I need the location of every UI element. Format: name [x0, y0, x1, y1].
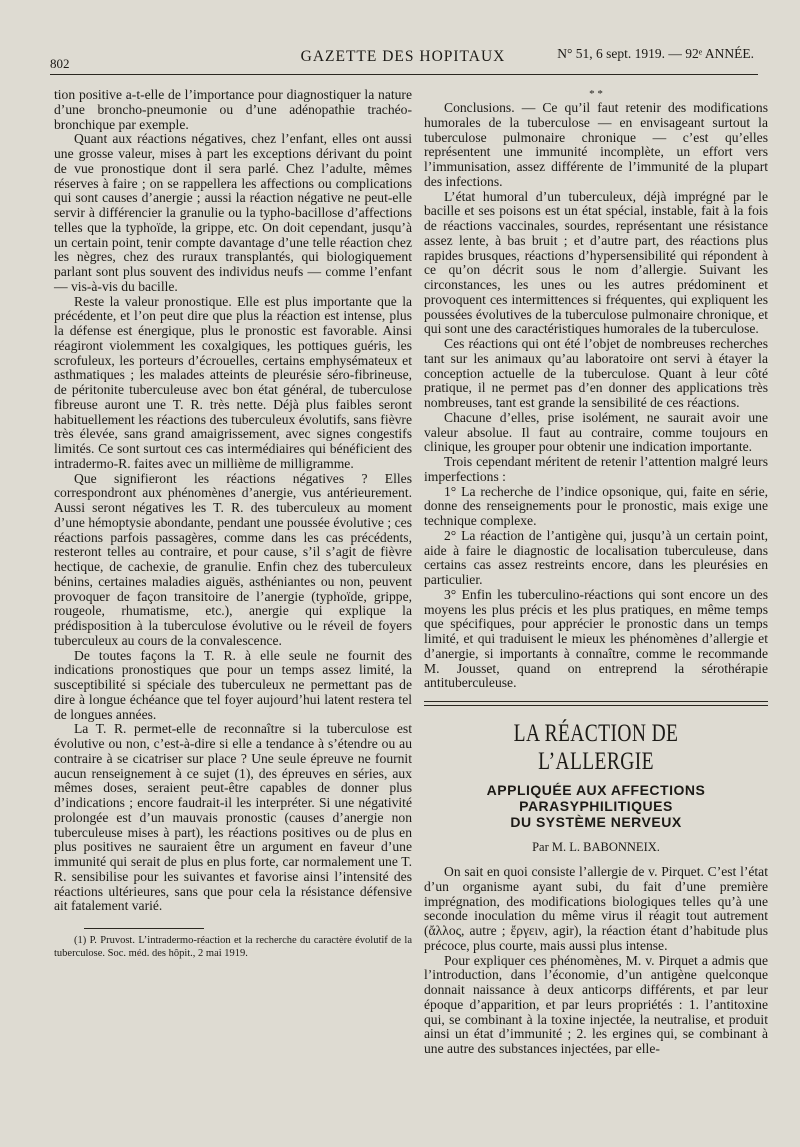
article-subtitle-line1: APPLIQUÉE AUX AFFECTIONS PARASYPHILITIQUES: [486, 782, 706, 814]
paragraph: Reste la valeur pronostique. Elle est plus importante que la précédente, et l’on peut dire que plus la réaction est intense, plus la défense est énergique, plus le pronostic est favorable. Ainsi réagiront violemment les coxalgiques, les pottiques guéris, les scrofuleux, les porteurs d’écrouelles, certains emphysémateux et asthmatiques ; les malades atteints de pleurésie séro-fibrineuse, de péritonite tuberculeuse avec bon état général, de tuberculose fibreuse auront une T. R. très nette. Déjà plus faibles seront habituellement les réactions des tuberculeux évolutifs, sans fièvre très élevée, sans grand amaigrissement, avec signes congestifs limités. Ce sont surtout ces cas intermédiaires qui bénéficient des intradermo-R. faites avec un millième de milligramme.: [54, 293, 412, 471]
paragraph: 2° La réaction de l’antigène qui, jusqu’à un certain point, aide à faire le diagnostic de localisation tuberculeuse, dans certains cas assez restreints encore, dans les pleurésies en particulier.: [424, 527, 768, 587]
section-separator-stars: * *: [589, 88, 603, 100]
paragraph: De toutes façons la T. R. à elle seule ne fournit des indications pronostiques que pour un temps assez limité, la susceptibilité si spéciale des tuberculeux ne permettant pas de dire à longue échéance que tel foyer aujourd’hui latent restera tel de longues années.: [54, 647, 412, 722]
article-subtitle-line2: DU SYSTÈME NERVEUX: [510, 814, 682, 830]
left-column: [54, 88, 412, 960]
article-rule-bottom: [424, 705, 768, 706]
paragraph: tion positive a-t-elle de l’importance pour diagnostiquer la nature d’une broncho-pneumonie ou d’une adénopathie trachéo-bronchique par exemple.: [54, 87, 412, 132]
paragraph: Trois cependant méritent de retenir l’attention malgré leurs imperfections :: [424, 454, 768, 484]
footnote-rule: [84, 928, 204, 929]
page-number: 802: [50, 56, 70, 71]
right-column: [424, 88, 768, 1057]
paragraph: L’état humoral d’un tuberculeux, déjà imprégné par le bacille et ses poisons est un état spécial, instable, fait à la fois de réactions vaccinales, sourdes, représentant une résistance assez lente, à bas bruit ; et d’autre part, des réactions plus rapides brusques, réactions d’hypersensibilité qui répondent à ce qu’on décrit sous le nom d’allergie. Suivant les circonstances, les unes ou les autres prédominent et provoquent ces intermittences si fréquentes, qui expliquent les poussées évolutives de la tuberculose pulmonaire chronique, et qui sont une des caractéristiques humorales de la tuberculose.: [424, 188, 768, 337]
paragraph: Pour expliquer ces phénomènes, M. v. Pirquet a admis que l’introduction, dans l’économie, d’un antigène quelconque donnait naissance à deux anticorps différents, et par leur époque d’apparition, et par leurs propriétés : 1. l’antitoxine qui, se combinant à la toxine injectée, la neutralise, et produit ainsi un état d’immunité ; 2. les ergines qui, se combinant à une autre des substances injectées, par elle-: [424, 952, 768, 1056]
page-header: [46, 44, 760, 72]
paragraph: Ces réactions qui ont été l’objet de nombreuses recherches tant sur les animaux qu’au laboratoire ont servi à étayer la conception actuelle de la tuberculose. Quant à leur côté pratique, il ne permet pas d’en donner des applications très nombreuses, tant est grande la sensibilité de ces réactions.: [424, 336, 768, 410]
issue-info: N° 51, 6 sept. 1919. — 92ᵉ ANNÉE.: [557, 46, 754, 61]
footnote: (1) P. Pruvost. L’intradermo-réaction et la recherche du caractère évolutif de la tuberculose. Soc. méd. des hôpit., 2 mai 1919.: [54, 935, 412, 959]
paragraph: La T. R. permet-elle de reconnaître si la tuberculose est évolutive ou non, c’est-à-dire si elle a tendance à s’étendre ou au contraire à se cicatriser sur place ? Une seule épreuve ne fournit aucun renseignement à ce sujet (1), des épreuves en séries, aux mêmes doses, seraient peut-être capables de donner plus d’indications ; encore faudrait-il les interpréter. Si une négativité prolongée est d’un mauvais pronostic (causes d’anergie non tuberculeuse mises à part), les réactions positives ou de plus en plus positives ne sauraient être un argument en faveur d’une immunité qui serait de plus en plus forte, car normalement une T. R. sensibilise pour les suivantes et favorise ainsi l’intensité des réactions ultérieures, sans que pour cela la résistance défensive ait fatalement varié.: [54, 721, 412, 914]
paragraph: Quant aux réactions négatives, chez l’enfant, elles ont aussi une grosse valeur, mises à part les exceptions dérivant du point de vue pronostique dont il sera parlé. Chez l’adulte, mêmes réserves à faire ; on se rappellera les affections ou complications qui sont causes d’anergie ; aussi la réaction négative ne peut-elle servir à différencier la granulie ou la typho-bacillose d’affections telles que la typhoïde, la grippe, etc. On doit cependant, jusqu’à un certain point, tenir compte davantage d’une telle réaction chez les nègres, chez des ruraux transplantés, qui biologiquement parlant sont plus souvent des individus neufs — comme l’enfant — vis-à-vis du bacille.: [54, 131, 412, 294]
paragraph: On sait en quoi consiste l’allergie de v. Pirquet. C’est l’état d’un organisme ayant subi, du fait d’une première imprégnation, des modifications biologiques telles qu’à une seconde inoculation du même virus il réagit tout autrement (ἄλλος, autre ; ἔργειν, agir), la réaction étant d’habitude plus précoce, plus courte, mais aussi plus intense.: [424, 864, 768, 953]
paragraph: 3° Enfin les tuberculino-réactions qui sont encore un des moyens les plus précis et les plus pratiques, en même temps que spécifiques, pour apprécier le pronostic dans un temps limité, et qui traduisent le mieux les phénomènes d’allergie et d’anergie, si importants à connaître, comme le recommande M. Jousset, quand on entreprend la sérothérapie antituberculeuse.: [424, 586, 768, 691]
article-title: LA RÉACTION DE L’ALLERGIE: [513, 720, 679, 775]
paragraph: Conclusions. — Ce qu’il faut retenir des modifications humorales de la tuberculose — en envisageant surtout la tuberculose pulmonaire chronique — c’est qu’elles représentent une immunité incomplète, un effort vers l’immunisation, assez différente de l’immunité de la plupart des infections.: [424, 100, 768, 189]
article-author: Par M. L. BABONNEIX.: [532, 840, 660, 854]
paragraph: Que signifieront les réactions négatives ? Elles correspondront aux phénomènes d’anergie, vus antérieurement. Aussi seront négatives les T. R. des tuberculeux au moment d’une hémoptysie abondante, pendant une poussée évolutive ; ces réactions parfois passagères, comme dans les cas précédents, resteront telles au contraire, et pour cause, s’il s’agit de fièvre hectique, de cachexie, de granulie. Enfin chez des tuberculeux bénins, certaines maladies aiguës, asthéniantes ou non, peuvent provoquer de façon transitoire de l’anergie (typhoïde, grippe, rougeole, rhumatisme, etc.), anergie qui explique la prédisposition à la tuberculose évolutive ou le réveil de foyers tuberculeux au cours de la convalescence.: [54, 470, 412, 648]
paragraph: Chacune d’elles, prise isolément, ne saurait avoir une valeur absolue. Il faut au contraire, comme toujours en clinique, les grouper pour obtenir une indication importante.: [424, 409, 768, 455]
header-rule: [50, 74, 758, 75]
article-rule-top: [424, 701, 768, 702]
journal-title: GAZETTE DES HOPITAUX: [300, 48, 506, 65]
paragraph: 1° La recherche de l’indice opsonique, qui, faite en série, donne des renseignements pour le pronostic, mais exige une technique complexe.: [424, 483, 768, 528]
